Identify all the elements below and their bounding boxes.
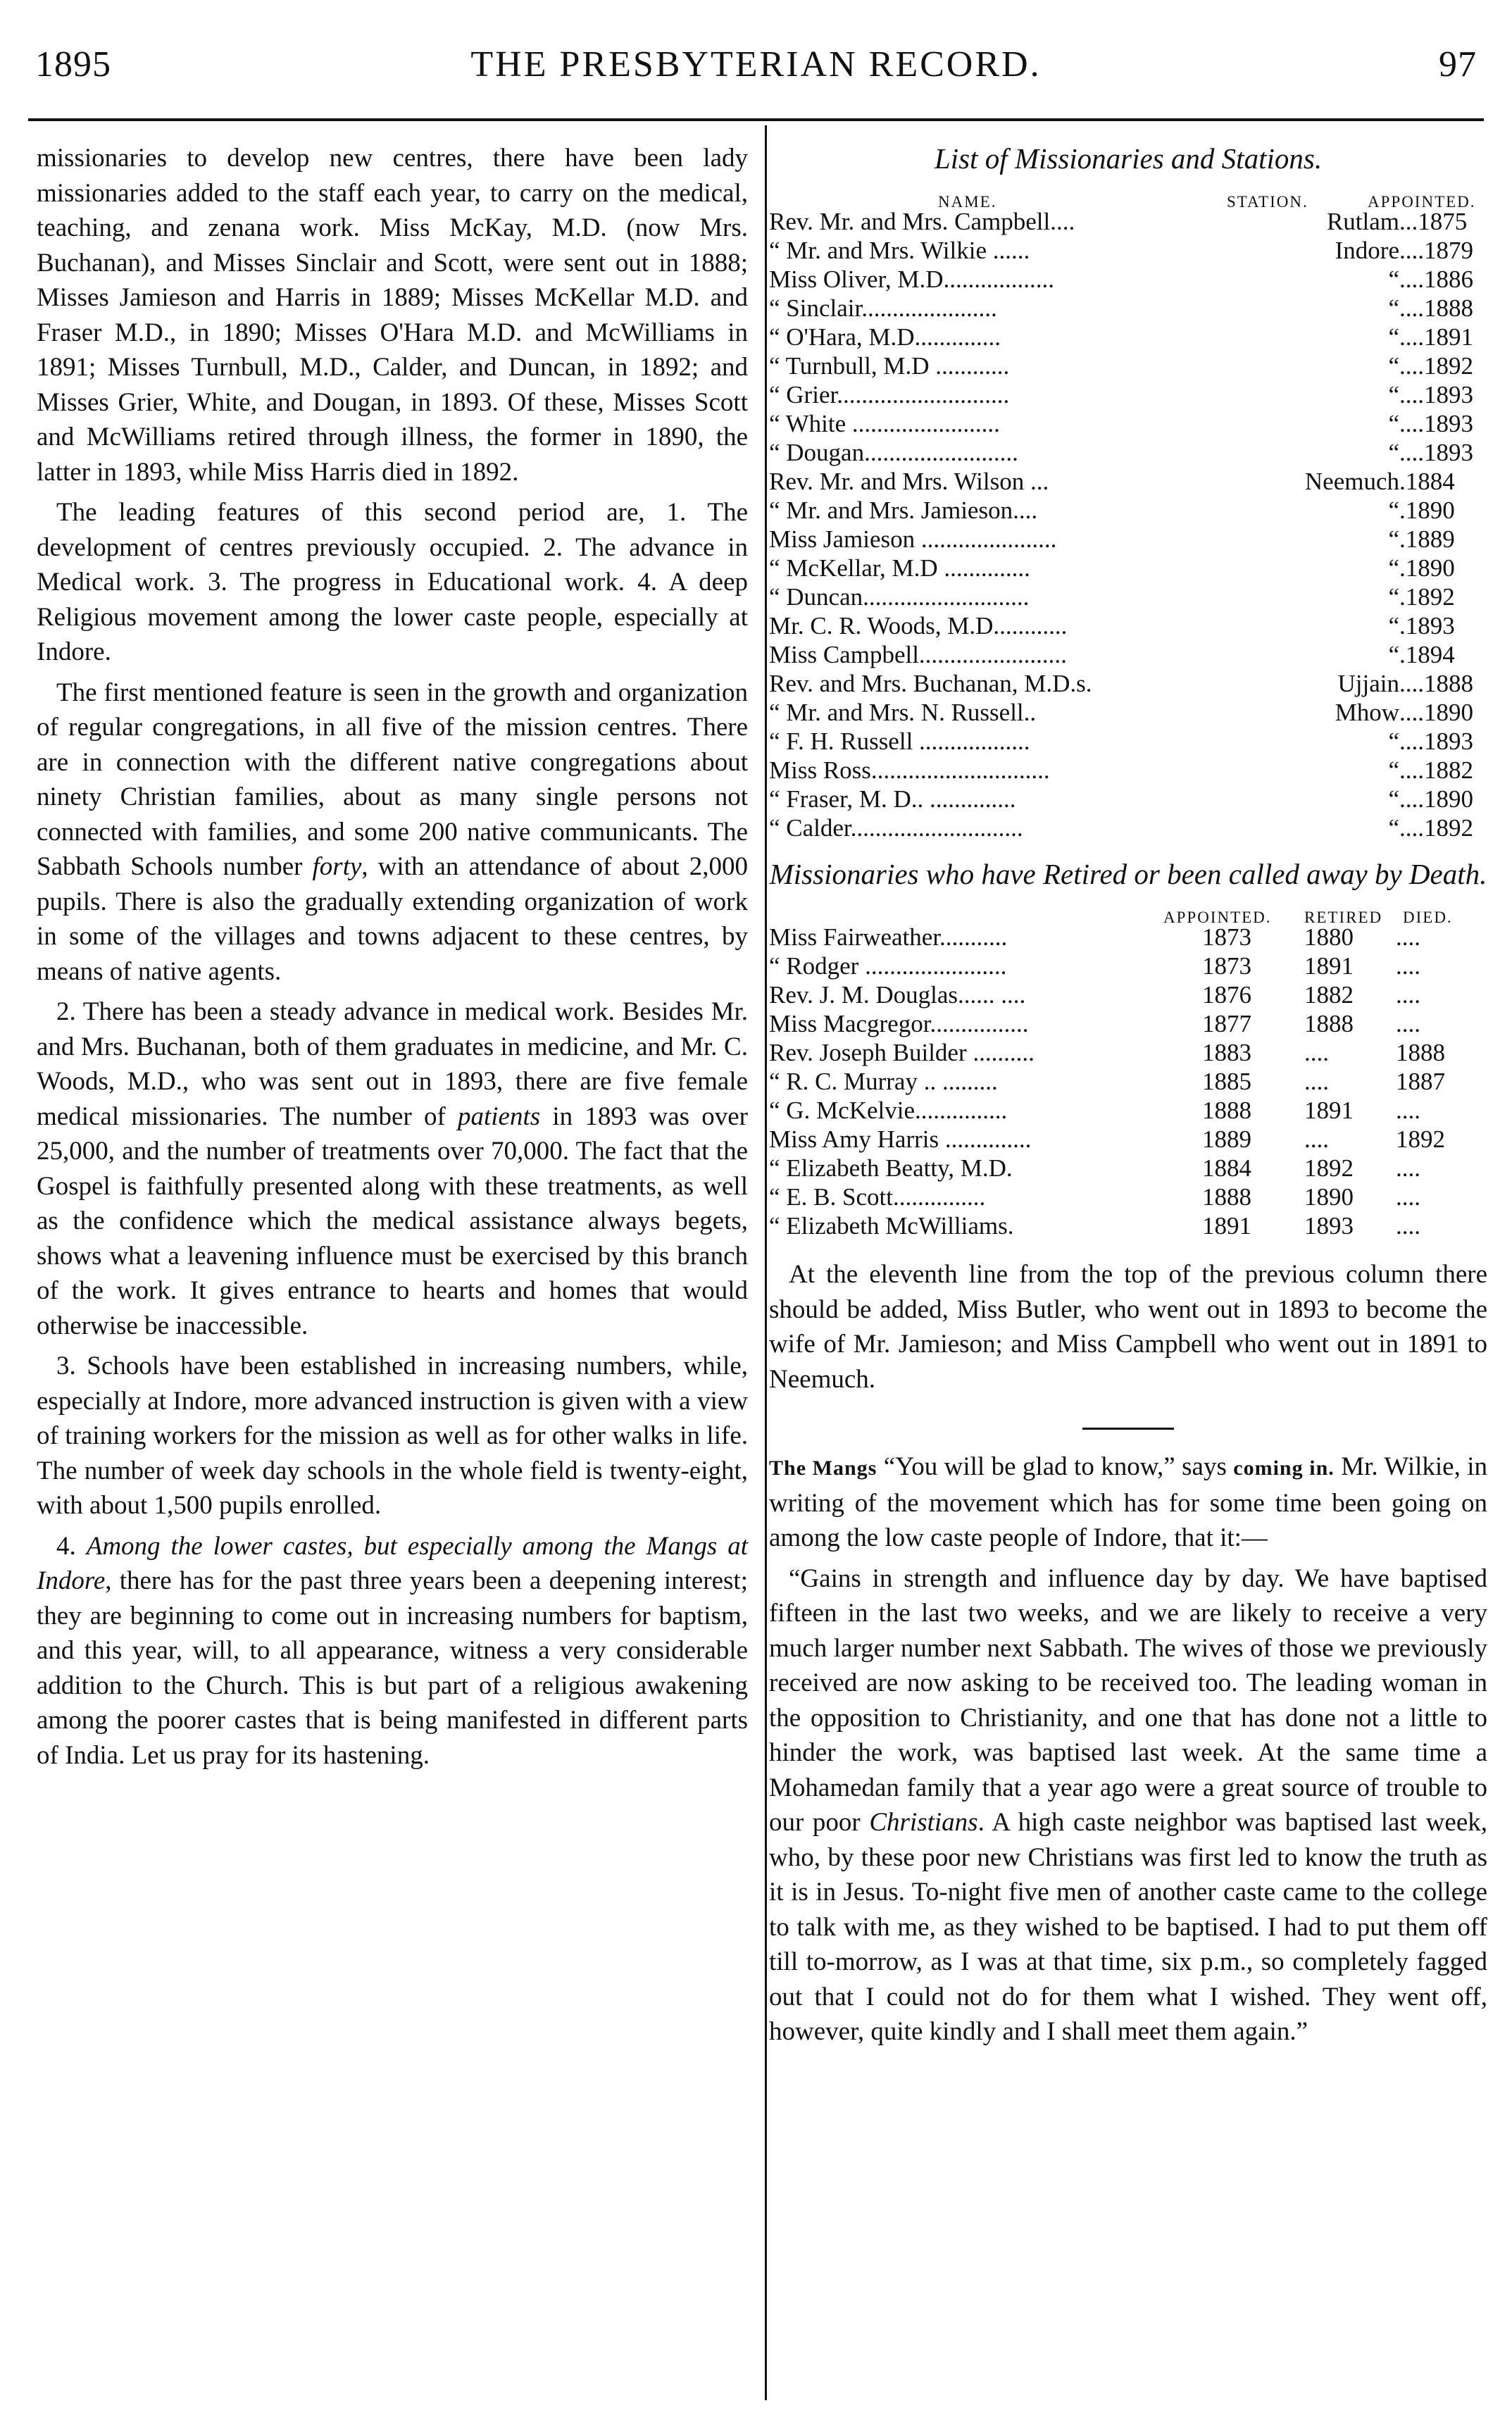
station-missionary-name: “ Fraser, M. D.. .............. xyxy=(769,785,1016,813)
retired-year: 1880 xyxy=(1304,923,1354,951)
station-missionary-name: Mr. C. R. Woods, M.D............ xyxy=(769,612,1068,639)
paragraph-medical-work xyxy=(37,994,748,1343)
retired-missionary-name: Rev. Joseph Builder .......... xyxy=(769,1039,1035,1066)
table-row xyxy=(769,980,1487,1009)
emphasis: Among the lower castes, but especially among the Mangs at Indore xyxy=(37,1531,749,1595)
station-name: “ xyxy=(1388,756,1399,784)
paragraph-lower-castes xyxy=(37,1529,748,1773)
station-appointed: .1892 xyxy=(1399,583,1455,611)
retired-table xyxy=(769,923,1487,1240)
retired-missionary-name: “ E. B. Scott............... xyxy=(769,1183,986,1211)
table-row xyxy=(769,351,1487,380)
mangs-lead xyxy=(769,1449,1487,1556)
station-name: Ujjain xyxy=(1337,670,1399,697)
station-name: “ xyxy=(1388,352,1399,380)
header-name: NAME. xyxy=(938,193,997,211)
station-appointed: .1890 xyxy=(1399,554,1455,582)
station-missionary-name: “ F. H. Russell .................. xyxy=(769,728,1030,755)
retired-year: 1891 xyxy=(1304,1097,1354,1124)
retired-appointed: 1873 xyxy=(1202,923,1251,951)
station-name: “ xyxy=(1388,814,1399,842)
table-row xyxy=(769,525,1487,554)
station-appointed: ....1879 xyxy=(1399,237,1473,264)
died-year: 1892 xyxy=(1396,1125,1445,1153)
station-appointed: ....1891 xyxy=(1399,323,1473,351)
station-appointed: ....1890 xyxy=(1399,699,1473,726)
table-row xyxy=(769,1009,1487,1038)
header-appointed: APPOINTED. xyxy=(1368,193,1476,211)
text-span: . A high caste neighbor was baptised last week, who, by these poor new Christians was first led to know the truth as it is in Jesus. To-night five men of another caste came to the college to talk with me, as they wished to be baptised. I had to put them off till to-morrow, as I was at that time, six p.m., so completely fagged out that I could not do for them what I wished. They went off, however, quite kindly and I shall meet them again.” xyxy=(769,1808,1487,2046)
table-row xyxy=(769,1154,1487,1183)
station-appointed: ....1888 xyxy=(1399,294,1473,322)
died-year: 1888 xyxy=(1396,1039,1445,1066)
header-died: DIED. xyxy=(1403,909,1453,926)
mangs-quote xyxy=(769,1561,1487,2049)
table-row xyxy=(769,207,1487,236)
emphasis: forty xyxy=(312,852,362,881)
paragraph-schools: 3. Schools have been established in increasing numbers, while, especially at Indore, more advanced instruction is given with a view of training workers for the mission as well as for other walks in life. The number of week day schools in the whole field is twenty-eight, with about 1,500 pupils enrolled. xyxy=(37,1352,748,1520)
station-name: “ xyxy=(1388,497,1399,524)
retired-year: 1888 xyxy=(1304,1010,1354,1037)
header-year: 1895 xyxy=(35,44,111,85)
station-missionary-name: “ Turnbull, M.D ............ xyxy=(769,352,1010,380)
station-missionary-name: Miss Jamieson ...................... xyxy=(769,525,1057,553)
station-appointed: ...1875 xyxy=(1399,208,1468,235)
table-row xyxy=(769,1211,1487,1240)
station-appointed: ....1892 xyxy=(1399,814,1473,842)
retired-missionary-name: “ Elizabeth Beatty, M.D. xyxy=(769,1154,1013,1182)
station-appointed: ....1890 xyxy=(1399,785,1473,813)
table-row xyxy=(769,952,1487,980)
station-name: “ xyxy=(1388,728,1399,755)
station-name: Rutlam xyxy=(1326,208,1399,235)
died-year: .... xyxy=(1396,1183,1420,1211)
table-row xyxy=(769,236,1487,265)
station-name: “ xyxy=(1388,525,1399,553)
right-column xyxy=(769,141,1487,2055)
station-appointed: ....1893 xyxy=(1399,410,1473,437)
paragraph-leading-features: The leading features of this second period are, 1. The development of centres previously occupied. 2. The advance in Medical work. 3. The progress in Educational work. 4. A deep Religious movement among the lower caste people, especially at Indore. xyxy=(37,498,748,666)
stations-table xyxy=(769,207,1487,842)
table-row xyxy=(769,698,1487,727)
table-row xyxy=(769,640,1487,669)
station-name: “ xyxy=(1388,381,1399,408)
section-divider xyxy=(1082,1428,1174,1430)
station-name: “ xyxy=(1388,612,1399,639)
table-row xyxy=(769,582,1487,611)
table-row xyxy=(769,1096,1487,1125)
retired-missionary-name: “ R. C. Murray .. ......... xyxy=(769,1068,998,1095)
station-missionary-name: “ Sinclair...................... xyxy=(769,294,997,322)
retired-year: 1891 xyxy=(1304,952,1354,980)
died-year: .... xyxy=(1396,981,1420,1009)
sidehead-mangs: The Mangs xyxy=(769,1456,877,1480)
died-year: .... xyxy=(1396,1212,1420,1240)
died-year: .... xyxy=(1396,1154,1420,1182)
died-year: 1887 xyxy=(1396,1068,1445,1095)
table-row xyxy=(769,294,1487,323)
emphasis: Christians xyxy=(869,1808,978,1837)
retired-appointed: 1876 xyxy=(1202,981,1251,1009)
retired-year: 1893 xyxy=(1304,1212,1354,1240)
table-row xyxy=(769,1038,1487,1067)
retired-appointed: 1883 xyxy=(1202,1039,1251,1066)
station-missionary-name: Miss Oliver, M.D.................. xyxy=(769,266,1054,293)
paragraph-congregations xyxy=(37,675,748,990)
left-column xyxy=(37,141,748,1778)
station-appointed: ....1893 xyxy=(1399,381,1473,408)
text-span: “Gains in strength and influence day by day. We have baptised fifteen in the last two weeks, and we are likely to receive a very much larger number next Sabbath. The wives of those we previously received are now asking to be received too. The leading woman in the opposition to Christianity, and one that has done not a little to hinder the work, was baptised last week. At the same time a Mohamedan family that a year ago were a great source of trouble to our poor xyxy=(769,1564,1487,1837)
table-row xyxy=(769,923,1487,952)
header-appointed: APPOINTED. xyxy=(1163,909,1272,926)
died-year: .... xyxy=(1396,1010,1420,1037)
retired-year: 1890 xyxy=(1304,1183,1354,1211)
correction-note: At the eleventh line from the top of the previous column there should be added, Miss Butler, who went out in 1893 to become the wife of Mr. Jamieson; and Miss Campbell who went out in 1891 to Neemuch. xyxy=(769,1260,1487,1394)
station-name: “ xyxy=(1388,554,1399,582)
retired-appointed: 1888 xyxy=(1202,1097,1251,1124)
table-row xyxy=(769,1183,1487,1211)
table-row xyxy=(769,727,1487,756)
header-rule xyxy=(28,118,1484,121)
station-appointed: ....1892 xyxy=(1399,352,1473,380)
column-rule xyxy=(765,125,767,2400)
station-appointed: .1893 xyxy=(1399,612,1455,639)
table-row xyxy=(769,1125,1487,1154)
station-name: “ xyxy=(1388,266,1399,293)
station-appointed: ....1893 xyxy=(1399,439,1473,466)
retired-appointed: 1873 xyxy=(1202,952,1251,980)
station-missionary-name: Miss Campbell........................ xyxy=(769,641,1067,668)
table-row xyxy=(769,785,1487,813)
station-name: “ xyxy=(1388,323,1399,351)
died-year: .... xyxy=(1396,923,1420,951)
retired-missionary-name: “ Rodger ....................... xyxy=(769,952,1007,980)
header-title: THE PRESBYTERIAN RECORD. xyxy=(470,44,1042,85)
header-retired: RETIRED xyxy=(1304,909,1383,926)
retired-year: .... xyxy=(1304,1068,1329,1095)
header-station: STATION. xyxy=(1227,193,1308,211)
retired-missionary-name: “ Elizabeth McWilliams. xyxy=(769,1212,1014,1240)
table-row xyxy=(769,496,1487,525)
mangs-lead-rest: Mr. Wilkie, in writing of the movement which has for some time been going on among the low caste people of Indore, that it:— xyxy=(769,1452,1488,1552)
text-span: , there has for the past three years been a deepening interest; they are beginning to come out in increasing numbers for baptism, and this year, will, to all appearance, witness a very considerable addition to the Church. This is but part of a religious awakening among the poorer castes that is being manifested in different parts of India. Let us pray for its hastening. xyxy=(37,1566,748,1770)
retired-year: 1892 xyxy=(1304,1154,1354,1182)
retired-appointed: 1889 xyxy=(1202,1125,1251,1153)
stations-column-headers xyxy=(769,179,1487,211)
table-row xyxy=(769,611,1487,640)
text-span: 2. There has been a steady advance in medical work. Besides Mr. and Mrs. Buchanan, both of them graduates in medicine, and Mr. C. Woods, M.D., who was sent out in 1893, there are five female medical missionaries. The number of xyxy=(37,997,748,1131)
retired-missionary-name: Miss Fairweather........... xyxy=(769,923,1008,951)
station-name: “ xyxy=(1388,294,1399,322)
station-name: “ xyxy=(1388,785,1399,813)
station-appointed: .1884 xyxy=(1399,468,1455,495)
retired-year: .... xyxy=(1304,1125,1329,1153)
mangs-article xyxy=(769,1449,1487,2049)
retired-missionary-name: “ G. McKelvie............... xyxy=(769,1097,1008,1124)
station-appointed: ....1882 xyxy=(1399,756,1473,784)
retired-title: Missionaries who have Retired or been called away by Death. xyxy=(769,858,1487,890)
station-name: “ xyxy=(1388,410,1399,437)
station-missionary-name: “ Grier............................ xyxy=(769,381,1010,408)
retired-appointed: 1891 xyxy=(1202,1212,1251,1240)
died-year: .... xyxy=(1396,952,1420,980)
table-row xyxy=(769,323,1487,351)
station-missionary-name: “ Mr. and Mrs. Jamieson.... xyxy=(769,497,1038,524)
station-missionary-name: Rev. Mr. and Mrs. Campbell.... xyxy=(769,208,1075,235)
retired-appointed: 1877 xyxy=(1202,1010,1251,1037)
mangs-lead-first: “You will be glad to know,” says xyxy=(883,1452,1227,1481)
table-row xyxy=(769,813,1487,842)
table-row xyxy=(769,438,1487,467)
page-header xyxy=(28,44,1484,100)
retired-column-headers xyxy=(769,894,1487,926)
station-missionary-name: “ Duncan........................... xyxy=(769,583,1030,611)
paragraph-lady-missionaries: missionaries to develop new centres, there have been lady missionaries added to the staff each year, to carry on the medical, teaching, and zenana work. Miss McKay, M.D. (now Mrs. Buchanan), and Misses Sinclair and Scott, were sent out in 1888; Misses Jamieson and Harris in 1889; Misses McKellar M.D. and Fraser M.D., in 1890; Misses O'Hara M.D. and McWilliams in 1891; Misses Turnbull, M.D., Calder, and Duncan, in 1892; and Misses Grier, White, and Dougan, in 1893. Of these, Misses Scott and McWilliams retired through illness, the former in 1890, the latter in 1893, while Miss Harris died in 1892. xyxy=(37,144,748,487)
station-appointed: ....1886 xyxy=(1399,266,1473,293)
station-name: Mhow xyxy=(1335,699,1399,726)
station-missionary-name: “ Mr. and Mrs. N. Russell.. xyxy=(769,699,1037,726)
station-appointed: .1894 xyxy=(1399,641,1455,668)
station-missionary-name: Miss Ross............................. xyxy=(769,756,1050,784)
station-name: Indore xyxy=(1335,237,1399,264)
table-row xyxy=(769,265,1487,294)
station-appointed: .1890 xyxy=(1399,497,1455,524)
station-name: Neemuch xyxy=(1304,468,1399,495)
station-missionary-name: “ White ........................ xyxy=(769,410,1000,437)
header-page-number: 97 xyxy=(1439,44,1477,85)
retired-appointed: 1884 xyxy=(1202,1154,1251,1182)
station-appointed: ....1888 xyxy=(1399,670,1473,697)
station-missionary-name: “ McKellar, M.D .............. xyxy=(769,554,1030,582)
retired-appointed: 1885 xyxy=(1202,1068,1251,1095)
table-row xyxy=(769,1067,1487,1096)
station-name: “ xyxy=(1388,641,1399,668)
station-missionary-name: “ O'Hara, M.D.............. xyxy=(769,323,1001,351)
retired-year: 1882 xyxy=(1304,981,1354,1009)
station-missionary-name: Rev. Mr. and Mrs. Wilson ... xyxy=(769,468,1049,495)
text-span: , with an attendance of about 2,000 pupils. There is also the gradually extending organization of work in some of the villages and towns adjacent to these centres, by means of native agents. xyxy=(37,852,749,986)
stations-title: List of Missionaries and Stations. xyxy=(934,142,1323,175)
emphasis: patients xyxy=(457,1102,541,1131)
retired-missionary-name: Rev. J. M. Douglas...... .... xyxy=(769,981,1026,1009)
table-row xyxy=(769,380,1487,409)
retired-appointed: 1888 xyxy=(1202,1183,1251,1211)
station-missionary-name: “ Dougan......................... xyxy=(769,439,1018,466)
text-span: 4. xyxy=(56,1531,87,1561)
station-name: “ xyxy=(1388,439,1399,466)
table-row xyxy=(769,756,1487,785)
retired-year: .... xyxy=(1304,1039,1329,1066)
table-row xyxy=(769,409,1487,438)
station-missionary-name: “ Mr. and Mrs. Wilkie ...... xyxy=(769,237,1030,264)
table-row xyxy=(769,554,1487,582)
station-missionary-name: Rev. and Mrs. Buchanan, M.D.s. xyxy=(769,670,1092,697)
text-span: in 1893 was over 25,000, and the number of treatments over 70,000. The fact that the Gospel is faithfully presented along with these treatments, as well as the confidence which the medical assistance always begets, shows what a leavening influence must be exercised by this branch of the work. It gives entrance to hearts and homes that would otherwise be inaccessible. xyxy=(37,1102,748,1340)
table-row xyxy=(769,669,1487,698)
station-appointed: ....1893 xyxy=(1399,728,1473,755)
died-year: .... xyxy=(1396,1097,1420,1124)
retired-missionary-name: Miss Amy Harris .............. xyxy=(769,1125,1032,1153)
station-appointed: .1889 xyxy=(1399,525,1455,553)
station-name: “ xyxy=(1388,583,1399,611)
text-span: The first mentioned feature is seen in the growth and organization of regular congregations, in all five of the mission centres. There are in connection with the different native congregations about ninety Christian families, about as many single persons not connected with families, and some 200 native communicants. The Sabbath Schools number xyxy=(37,678,748,881)
sidehead-coming-in: coming in. xyxy=(1233,1456,1335,1480)
station-missionary-name: “ Calder............................ xyxy=(769,814,1023,842)
retired-missionary-name: Miss Macgregor................ xyxy=(769,1010,1029,1037)
table-row xyxy=(769,467,1487,496)
